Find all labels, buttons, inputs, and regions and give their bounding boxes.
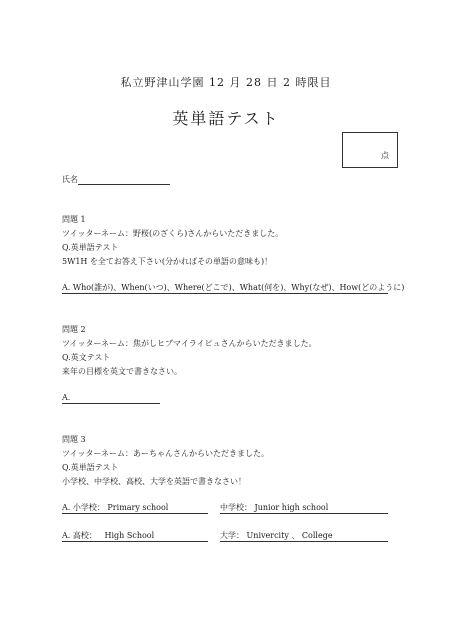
q3-value-high: High School xyxy=(104,531,155,540)
q1-credit: ツイッターネーム：野桜(のざくら)さんからいただきました。 xyxy=(62,229,284,238)
q2-answer[interactable]: A. xyxy=(62,392,160,404)
q3-answer-elementary xyxy=(62,502,208,514)
test-title: 英単語テスト xyxy=(172,109,280,128)
q3-label-junior-high: 中学校： xyxy=(220,503,252,512)
q2-number: 問題 2 xyxy=(62,325,86,334)
q2-prompt: 来年の目標を英文で書きなさい。 xyxy=(62,367,182,376)
q3-answer-university xyxy=(220,530,388,542)
q3-answer-junior-high xyxy=(220,502,388,514)
name-field[interactable] xyxy=(62,174,170,185)
q3-subject: Q.英単語テスト xyxy=(62,463,119,472)
q3-label-university: 大学： xyxy=(220,531,244,540)
q1-answer: A. Who(誰が)、When(いつ)、Where(どこで)、What(何を)、Why(なぜ)、How(どのように) xyxy=(62,283,405,292)
q1-prompt: 5W1H を全てお答え下さい(分かればその単語の意味も)！ xyxy=(62,257,273,266)
q3-value-junior-high: Junior high school xyxy=(254,503,329,512)
q3-value-university: Univercity 、 College xyxy=(246,531,333,540)
q3-answer-high xyxy=(62,530,208,542)
name-label: 氏名 xyxy=(62,175,78,184)
q3-label-elementary: A. 小学校： xyxy=(62,503,105,512)
q1-number: 問題 1 xyxy=(62,215,86,224)
q3-credit: ツイッターネーム：あーちゃんさんからいただきました。 xyxy=(62,449,270,458)
exam-header: 私立野津山学園 12 月 28 日 2 時限目 xyxy=(120,76,332,89)
score-label: 点 xyxy=(381,151,389,160)
name-blank[interactable] xyxy=(78,175,170,185)
q2-credit: ツイッターネーム：焦がしヒプマイライピュさんからいただきました。 xyxy=(62,339,317,348)
q3-prompt: 小学校、中学校、高校、大学を英語で書きなさい！ xyxy=(62,477,246,486)
q3-number: 問題 3 xyxy=(62,435,86,444)
q3-value-elementary: Primary school xyxy=(107,503,169,512)
q1-subject: Q.英単語テスト xyxy=(62,243,119,252)
q3-label-high: A. 高校： xyxy=(62,531,97,540)
q2-subject: Q.英文テスト xyxy=(62,353,111,362)
score-box[interactable] xyxy=(342,132,398,168)
